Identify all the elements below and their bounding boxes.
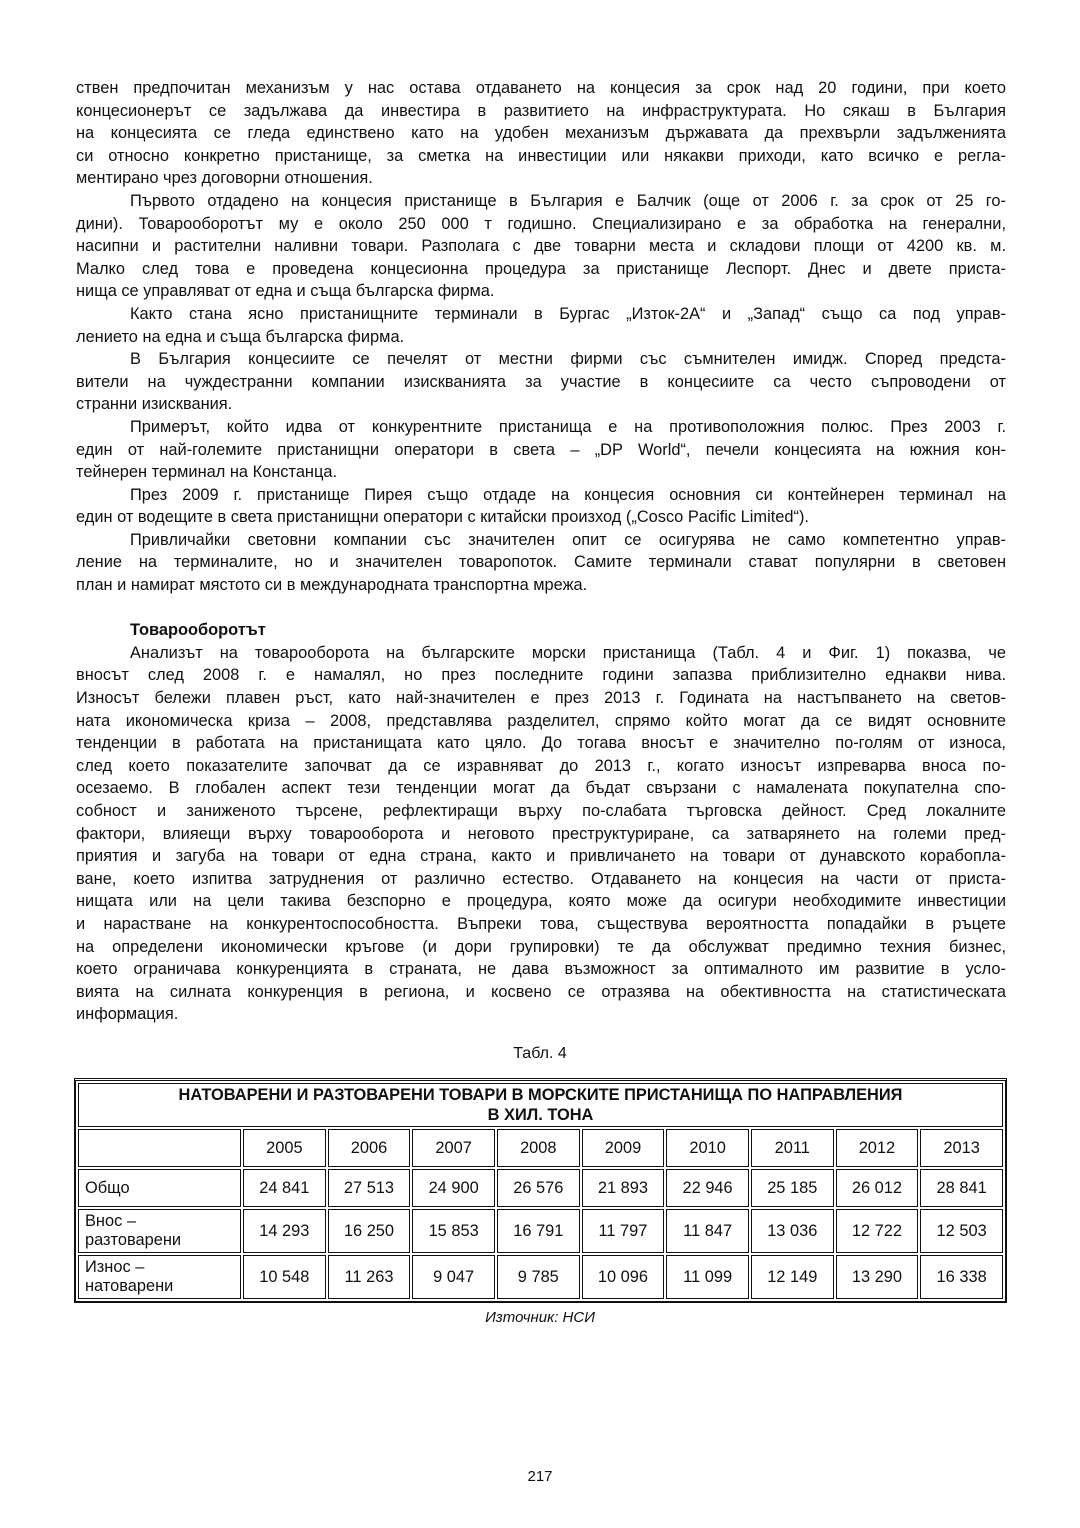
table-cell: 16 338: [920, 1255, 1003, 1299]
table-row: [78, 1255, 1003, 1299]
table-cell: 26 576: [497, 1169, 580, 1207]
table-cell: 26 012: [836, 1169, 919, 1207]
text-line: и нарастване на конкурентоспособността. Въпреки това, съществува вероятността попадайки в ръцете: [76, 914, 1006, 933]
text-line: нища се управляват от една и съща българска фирма.: [76, 282, 495, 301]
table-caption: Табл. 4: [513, 1045, 567, 1062]
table-cell: 11 263: [328, 1255, 411, 1299]
body-text: [76, 77, 1006, 1026]
page-number: 217: [527, 1468, 553, 1485]
year-header: 2009: [582, 1129, 665, 1167]
text-line: вители на чуждестранни компании изискванията за участие в концесиите са често съпроводени от: [76, 372, 1006, 391]
text-line: което ограничава конкуренцията в страната, не дава възможност за оптималното им развитие в усло-: [76, 960, 1006, 979]
header-row: [78, 1129, 1003, 1167]
table-cell: 11 847: [666, 1209, 749, 1253]
table-title-line: НАТОВАРЕНИ И РАЗТОВАРЕНИ ТОВАРИ В МОРСКИТЕ ПРИСТАНИЩА ПО НАПРАВЛЕНИЯ: [178, 1086, 903, 1104]
text-line: През 2009 г. пристанище Пирея също отдаде на концесия основния си контейнерен терминал на: [130, 485, 1006, 504]
row-label-line: разтоварени: [85, 1231, 182, 1249]
year-header: 2011: [751, 1129, 834, 1167]
text-line: на концесията се гледа единствено като на удобен механизъм държавата да прехвърли задълженията: [76, 124, 1006, 143]
text-line: лението на една и съща българска фирма.: [76, 327, 405, 346]
table-cell: 9 785: [497, 1255, 580, 1299]
text-line: нищата или на цели такива безспорно е процедура, която може да осигури необходимите инвестиции: [76, 892, 1006, 911]
row-label-line: Внос –: [85, 1212, 136, 1230]
text-line: Привличайки световни компании със значителен опит се осигурява не само компетентно управ-: [130, 530, 1006, 549]
row-label: [78, 1169, 241, 1207]
table-cell: 16 250: [328, 1209, 411, 1253]
text-line: Примерът, който идва от конкурентните пристанища е на противоположния полюс. През 2003 г.: [130, 417, 1006, 436]
text-line: В България концесиите се печелят от местни фирми със съмнителен имидж. Според предста-: [130, 350, 1006, 369]
text-line: план и намират мястото си в международната транспортна мрежа.: [76, 576, 588, 595]
table-cell: 11 099: [666, 1255, 749, 1299]
table-row: [78, 1169, 1003, 1207]
text-line: след което показателите започват да се изравняват до 2013 г., когато износът изпреварва вноса по-: [76, 756, 1006, 775]
table-source: Източник: НСИ: [485, 1309, 595, 1326]
spacer: [76, 597, 1006, 620]
row-label-line: натоварени: [85, 1277, 174, 1295]
table-cell: 12 149: [751, 1255, 834, 1299]
text-line: приятия и загуба на товари от една страна, както и привличането на товари от дунавското корабопла-: [76, 847, 1006, 866]
text-line: ление на терминалите, но и значителен товаропоток. Самите терминали стават популярни в световен: [76, 553, 1006, 572]
text-line: си относно конкретно пристанище, за сметка на инвестиции или някакви приходи, като всичко е регла-: [76, 146, 1006, 165]
year-header: 2013: [920, 1129, 1003, 1167]
table-cell: 28 841: [920, 1169, 1003, 1207]
text-line: Износът бележи плавен ръст, като най-значителен е през 2013 г. Годината на настъпването на светов-: [76, 689, 1006, 708]
row-label-line: Износ –: [85, 1258, 145, 1276]
table-cell: 13 290: [836, 1255, 919, 1299]
row-label: [78, 1209, 241, 1253]
text-line: осезаемо. В глобален аспект тези тенденции могат да бъдат свързани с намалената покупателна спо-: [76, 779, 1006, 798]
row-label-line: Общо: [85, 1178, 130, 1197]
text-line: един от водещите в света пристанищни оператори с китайски произход („Cosco Pacific Limited“).: [76, 508, 809, 527]
text-line: вията на силната конкуренция в региона, и косвено се отразява на обективността на статистическата: [76, 982, 1006, 1001]
table-cell: 24 841: [243, 1169, 326, 1207]
text-line: собност и заниженото търсене, рефлектиращи върху по-слабата търговска дейност. Сред локалните: [76, 802, 1006, 820]
table-cell: 15 853: [412, 1209, 495, 1253]
table-title-line: В ХИЛ. ТОНА: [487, 1106, 594, 1124]
table-row: [78, 1209, 1003, 1253]
year-header: 2007: [412, 1129, 495, 1167]
text-line: на определени икономически кръгове (и дори групировки) те да обслужват предимно техния бизнес,: [76, 937, 1006, 956]
table-cell: 14 293: [243, 1209, 326, 1253]
empty-header-cell: [78, 1129, 241, 1167]
table-cell: 13 036: [751, 1209, 834, 1253]
text-line: Първото отдадено на концесия пристанище в България е Балчик (още от 2006 г. за срок от 25 го-: [130, 191, 1006, 210]
table-cell: 16 791: [497, 1209, 580, 1253]
text-line: Анализът на товарооборота на българските морски пристанища (Табл. 4 и Фиг. 1) показва, че: [130, 643, 1006, 662]
text-line: странни изисквания.: [76, 395, 233, 414]
text-line: вносът след 2008 г. е намалял, но през последните години запазва приблизително еднакви нива.: [76, 666, 1006, 685]
text-line: информация.: [76, 1005, 179, 1024]
table-cell: 12 722: [836, 1209, 919, 1253]
table-cell: 27 513: [328, 1169, 411, 1207]
text-line: ване, което изпитва затруднения от различно естество. Отдаването на концесия на части от приста-: [76, 869, 1006, 888]
cargo-table: [74, 1078, 1007, 1303]
year-header: 2012: [836, 1129, 919, 1167]
text-line: дини). Товарооборотът му е около 250 000 т годишно. Специализирано е за обработка на генерални,: [76, 214, 1006, 233]
section-heading: Товарооборотът: [130, 621, 266, 640]
year-header: 2005: [243, 1129, 326, 1167]
year-header: 2008: [497, 1129, 580, 1167]
table-cell: 11 797: [582, 1209, 665, 1253]
text-line: ментирано чрез договорни отношения.: [76, 169, 373, 188]
table-cell: 10 096: [582, 1255, 665, 1299]
text-line: Малко след това е проведена концесионна процедура за пристанище Леспорт. Днес и двете приста-: [76, 259, 1006, 278]
table-cell: 21 893: [582, 1169, 665, 1207]
table-cell: 10 548: [243, 1255, 326, 1299]
text-line: Както стана ясно пристанищните терминали в Бургас „Изток-2А“ и „Запад“ също са под управ-: [130, 304, 1006, 323]
table-cell: 24 900: [412, 1169, 495, 1207]
year-header: 2006: [328, 1129, 411, 1167]
text-line: насипни и растителни наливни товари. Разполага с две товарни места и складови площи от 4200 кв. м.: [76, 237, 1006, 256]
text-line: един от най-големите пристанищни оператори в света – „DP World“, печели концесията на южния кон-: [76, 440, 1006, 459]
year-header: 2010: [666, 1129, 749, 1167]
table-cell: 25 185: [751, 1169, 834, 1207]
text-line: ната икономическа криза – 2008, представлява разделител, спрямо който могат да се видят основните: [76, 711, 1006, 730]
table-title: [78, 1083, 1003, 1127]
text-line: тейнерен терминал на Констанца.: [76, 463, 338, 482]
table-cell: 22 946: [666, 1169, 749, 1207]
text-line: ствен предпочитан механизъм у нас остава отдаването на концесия за срок над 20 години, при което: [76, 79, 1006, 97]
text-line: тенденции в работата на пристанищата като цяло. До тогава вносът е значително по-голям от износа,: [76, 734, 1006, 753]
row-label: [78, 1255, 241, 1299]
text-line: концесионерът се задължава да инвестира в развитието на инфраструктурата. Но сякаш в България: [76, 101, 1006, 120]
table-cell: 9 047: [412, 1255, 495, 1299]
table-cell: 12 503: [920, 1209, 1003, 1253]
text-line: фактори, влияещи върху товарооборота и неговото преструктуриране, са затварянето на големи пред-: [76, 824, 1006, 843]
